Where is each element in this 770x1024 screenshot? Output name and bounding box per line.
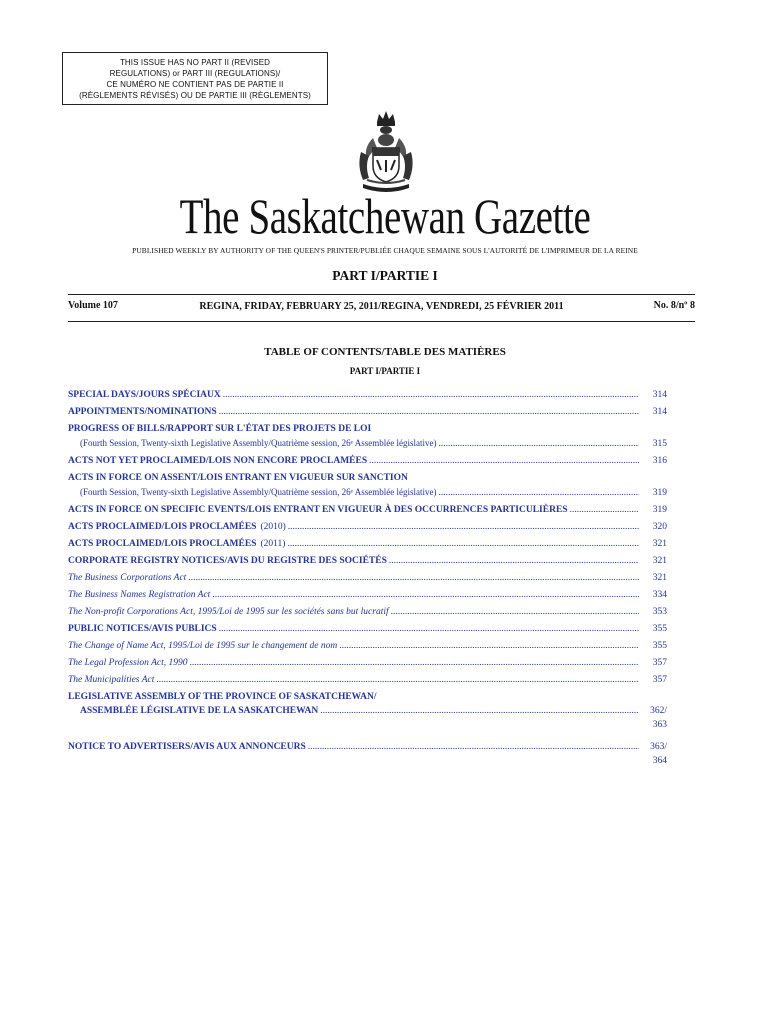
table-of-contents [68,388,695,768]
toc-title: TABLE OF CONTENTS/TABLE DES MATIÈRES [264,346,506,358]
bottom-rule [68,321,695,322]
toc-entry-acts-specific-events[interactable] [68,503,695,517]
toc-entry-label: PROGRESS OF BILLS/RAPPORT SUR L'ÉTAT DES PROJETS DE LOI [68,424,372,434]
toc-entry-acts-proclaimed-2011[interactable] [68,537,695,551]
toc-entry-page: 334 [652,590,667,600]
toc-entry-acts-proclaimed-2010[interactable] [68,520,695,534]
toc-entry-label: The Change of Name Act, 1995/Loi de 1995 sur le changement de nom [68,641,338,651]
toc-entry-year: (2010) [260,522,286,532]
toc-entry-page: 357 [652,675,667,685]
toc-entry-label: ACTS IN FORCE ON SPECIFIC EVENTS/LOIS ENTRANT EN VIGUEUR À DES OCCURRENCES PARTICULIÈRES [68,505,568,515]
notice-line: REGULATIONS) or PART III (REGULATIONS)/ [109,69,281,78]
toc-entry-label: The Municipalities Act [68,675,155,685]
publication-subline: PUBLISHED WEEKLY BY AUTHORITY OF THE QUEEN'S PRINTER/PUBLIÉE CHAQUE SEMAINE SOUS L'AUTORITÉ DE L'IMPRIMEUR DE LA REINE [132,246,638,255]
top-rule [68,294,695,295]
toc-entry-public-notices[interactable] [68,622,695,636]
toc-entry-label: ACTS PROCLAIMED/LOIS PROCLAMÉES [68,539,257,549]
toc-entry-sublabel: (Fourth Session, Twenty-sixth Legislative Assembly/Quatrième session, 26ᵉ Assemblée législative) [80,438,437,448]
issue-number: No. 8/nº 8 [653,300,695,311]
toc-entry-appointments[interactable] [68,405,695,419]
toc-entry-page: 321 [652,539,667,549]
toc-entry-label: The Non-profit Corporations Act, 1995/Loi de 1995 sur les sociétés sans but lucratif [68,607,389,617]
toc-entry-page: 355 [652,641,667,651]
toc-entry-page: 316 [652,456,667,466]
toc-entry-label: ACTS IN FORCE ON ASSENT/LOIS ENTRANT EN VIGUEUR SUR SANCTION [68,473,408,483]
toc-entry-progress-of-bills[interactable] [68,422,695,451]
toc-entry-year: (2011) [260,539,286,549]
toc-entry-legislative-assembly[interactable] [68,690,695,732]
toc-entry-page: 353 [652,607,667,617]
toc-entry-corporate-registry[interactable] [68,554,695,568]
toc-entry-acts-not-yet-proclaimed[interactable] [68,454,695,468]
part-heading: PART I/PARTIE I [332,268,438,283]
toc-entry-page: 355 [652,624,667,634]
toc-entry-label: PUBLIC NOTICES/AVIS PUBLICS [68,624,217,634]
toc-entry-page: 363/ [650,742,667,752]
coat-of-arms-icon [355,108,417,194]
toc-entry-page: 362/ [650,706,667,716]
toc-entry-page: 319 [652,505,667,515]
toc-entry-page: 321 [652,573,667,583]
notice-line: (RÈGLEMENTS RÉVISÉS) OU DE PARTIE III (RÈGLEMENTS) [79,91,311,100]
toc-entry-page: 314 [652,390,667,400]
toc-entry-label: APPOINTMENTS/NOMINATIONS [68,407,217,417]
toc-entry-business-corporations-act[interactable] [68,571,695,585]
toc-entry-page: 357 [652,658,667,668]
toc-entry-page: 319 [652,488,667,498]
toc-part-heading: PART I/PARTIE I [349,366,421,376]
toc-entry-business-names-act[interactable] [68,588,695,602]
toc-entry-change-of-name-act[interactable] [68,639,695,653]
toc-entry-page: 314 [652,407,667,417]
notice-line: THIS ISSUE HAS NO PART II (REVISED [119,58,271,67]
toc-entry-special-days[interactable] [68,388,695,402]
toc-entry-page-continued: 364 [652,756,667,766]
toc-entry-legal-profession-act[interactable] [68,656,695,670]
toc-entry-non-profit-act[interactable] [68,605,695,619]
toc-entry-label: NOTICE TO ADVERTISERS/AVIS AUX ANNONCEURS [68,742,306,752]
toc-entry-page: 320 [652,522,667,532]
toc-entry-page-continued: 363 [652,720,667,730]
toc-entry-label: CORPORATE REGISTRY NOTICES/AVIS DU REGISTRE DES SOCIÉTÉS [68,556,387,566]
toc-entry-sublabel: ASSEMBLÉE LÉGISLATIVE DE LA SASKATCHEWAN [80,706,319,716]
notice-line: CE NUMÉRO NE CONTIENT PAS DE PARTIE II [106,80,284,89]
toc-entry-sublabel: (Fourth Session, Twenty-sixth Legislative Assembly/Quatrième session, 26ᵉ Assemblée législative) [80,487,437,497]
toc-entry-page: 315 [652,439,667,449]
toc-entry-label: SPECIAL DAYS/JOURS SPÉCIAUX [68,390,221,400]
toc-entry-label: The Business Names Registration Act [68,590,211,600]
issue-date: REGINA, FRIDAY, FEBRUARY 25, 2011/REGINA, VENDREDI, 25 FÉVRIER 2011 [199,301,564,312]
no-part-notice-box [62,52,328,105]
volume-label: Volume 107 [68,300,118,311]
toc-entry-page: 321 [652,556,667,566]
toc-entry-label: ACTS PROCLAIMED/LOIS PROCLAMÉES [68,522,257,532]
toc-entry-label: LEGISLATIVE ASSEMBLY OF THE PROVINCE OF SASKATCHEWAN/ [68,692,377,702]
toc-entry-label: The Business Corporations Act [68,573,187,583]
toc-entry-acts-in-force-on-assent[interactable] [68,471,695,500]
toc-entry-notice-to-advertisers[interactable] [68,740,695,768]
masthead-title: The Saskatchewan Gazette [179,188,591,244]
toc-entry-municipalities-act[interactable] [68,673,695,687]
toc-entry-label: The Legal Profession Act, 1990 [68,658,188,668]
toc-entry-label: ACTS NOT YET PROCLAIMED/LOIS NON ENCORE PROCLAMÉES [68,456,368,466]
